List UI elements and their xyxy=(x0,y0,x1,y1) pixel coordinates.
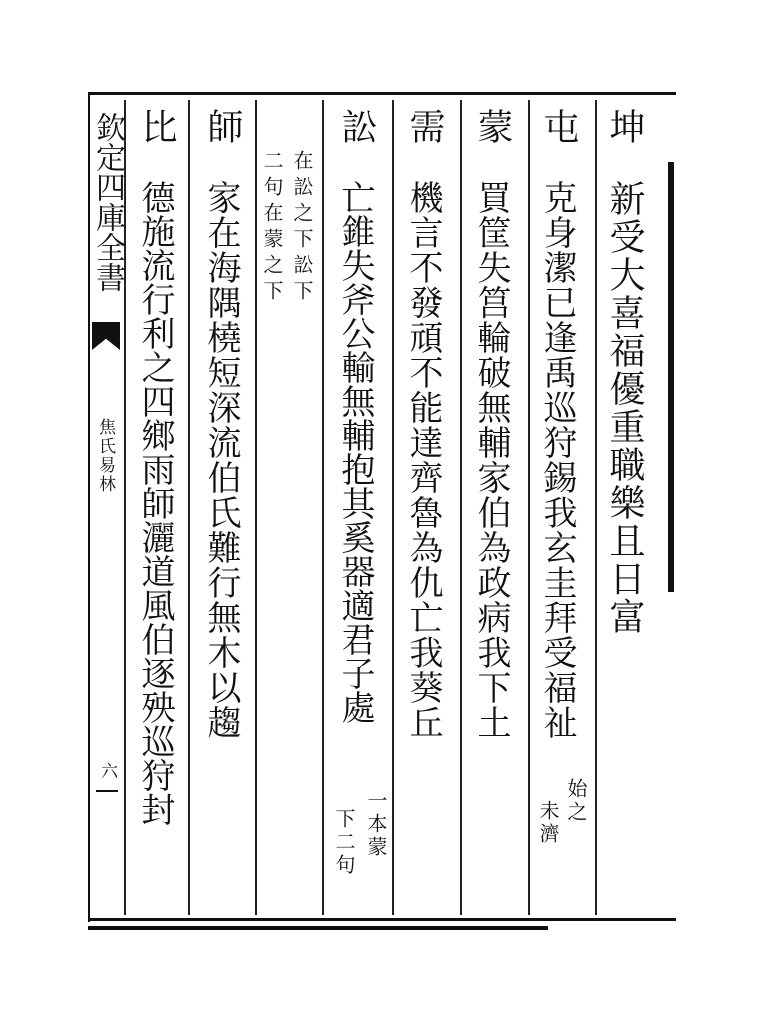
column-divider xyxy=(255,100,257,915)
bottom-border xyxy=(88,918,676,921)
variant-note: 二句在蒙之下 xyxy=(260,150,284,306)
hexagram-heading: 比 xyxy=(136,108,177,144)
collection-title: 欽定四庫全書 xyxy=(90,112,125,292)
verse-text: 亡錐失斧公輸無輔抱其奚器適君子處 xyxy=(335,180,375,724)
book-title: 焦氏易林 xyxy=(95,418,115,494)
hexagram-heading: 屯 xyxy=(538,108,579,144)
column-divider xyxy=(392,100,394,915)
variant-note: 一本蒙 xyxy=(364,790,388,859)
page-number-rule xyxy=(96,790,118,792)
column-divider xyxy=(460,100,462,915)
hexagram-heading: 需 xyxy=(404,108,445,144)
column-divider xyxy=(322,100,324,915)
hexagram-heading: 師 xyxy=(202,108,243,144)
right-border xyxy=(668,162,674,592)
verse-text: 克身潔已逢禹巡狩錫我玄圭拜受福祉 xyxy=(537,180,577,740)
column-divider xyxy=(595,100,597,915)
verse-text: 家在海隅橈短深流伯氏難行無木以趨 xyxy=(201,180,241,740)
hexagram-heading: 訟 xyxy=(336,108,377,144)
fishtail-mark xyxy=(92,322,120,350)
verse-text: 買筐失筥輪破無輔家伯為政病我下土 xyxy=(471,180,511,740)
bottom-border-thick xyxy=(88,926,548,930)
hexagram-heading: 坤 xyxy=(604,108,645,144)
column-divider xyxy=(188,100,190,915)
top-border xyxy=(88,92,676,95)
verse-text: 德施流行利之四鄉雨師灑道風伯逐殃巡狩封 xyxy=(135,180,175,826)
hexagram-heading: 蒙 xyxy=(472,108,513,144)
variant-note: 未濟 xyxy=(536,800,560,846)
column-divider xyxy=(528,100,530,915)
page-number: 六 xyxy=(97,762,117,781)
verse-text: 新受大喜福優重職樂且日富 xyxy=(604,180,645,636)
variant-note: 始之 xyxy=(564,778,588,824)
variant-note: 下二句 xyxy=(332,808,356,877)
variant-note: 在訟之下訟下 xyxy=(290,150,314,306)
verse-text: 機言不發頑不能達齊魯為仇亡我葵丘 xyxy=(403,180,443,740)
